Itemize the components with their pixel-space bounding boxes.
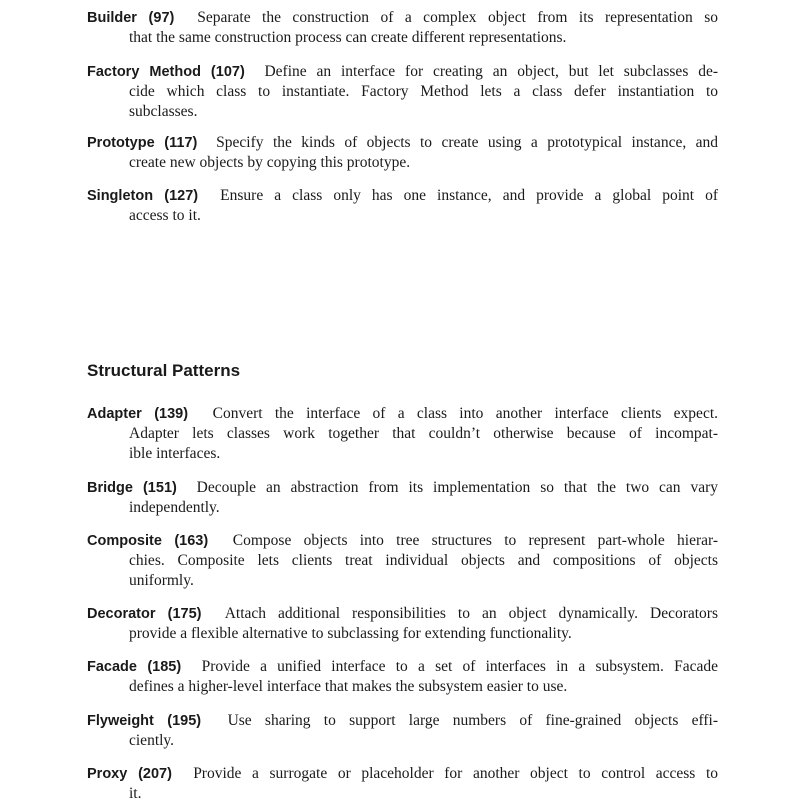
pattern-description-line: Ensure a class only has one instance, and provide a global point of (220, 187, 719, 204)
pattern-description-line: Attach additional responsibilities to an object dynamically. Decorators (224, 605, 718, 622)
pattern-description-line: create new objects by copying this prototype. (129, 154, 411, 171)
pattern-name: Composite (163) (87, 533, 209, 549)
pattern-description-line: subclasses. (129, 103, 198, 120)
pattern-name: Flyweight (195) (87, 713, 202, 729)
pattern-name: Adapter (139) (87, 406, 189, 422)
pattern-description-line: ciently. (129, 732, 175, 749)
pattern-description-line: Provide a unified interface to a set of interfaces in a subsystem. Facade (201, 658, 719, 675)
pattern-description-line: access to it. (129, 207, 201, 224)
pattern-entry-flyweight (87, 711, 718, 751)
pattern-name: Prototype (117) (87, 135, 198, 151)
pattern-entry-bridge (87, 478, 718, 518)
pattern-description-line: that the same construction process can create different representations. (129, 29, 567, 46)
pattern-name: Builder (97) (87, 10, 175, 26)
pattern-entry-factory-method (87, 62, 718, 122)
pattern-entry-proxy (87, 764, 718, 804)
pattern-name: Bridge (151) (87, 480, 177, 496)
pattern-description-line: Separate the construction of a complex object from its representation so (197, 9, 719, 26)
pattern-description-line: Adapter lets classes work together that couldn’t otherwise because of incompat- (129, 425, 718, 442)
pattern-entry-adapter (87, 404, 718, 464)
pattern-description-line: provide a flexible alternative to subclassing for extending functionality. (129, 625, 572, 642)
pattern-name: Facade (185) (87, 659, 182, 675)
pattern-description-line: uniformly. (129, 572, 194, 589)
pattern-name: Proxy (207) (87, 766, 172, 782)
pattern-name: Factory Method (107) (87, 64, 245, 80)
section-heading: Structural Patterns (87, 361, 241, 380)
pattern-description-line: Use sharing to support large numbers of fine-grained objects effi- (227, 712, 718, 729)
pattern-description-line: Compose objects into tree structures to represent part-whole hierar- (232, 532, 719, 549)
pattern-entry-facade (87, 657, 718, 697)
pattern-description-line: Provide a surrogate or placeholder for another object to control access to (193, 765, 719, 782)
pattern-name: Decorator (175) (87, 606, 202, 622)
pattern-description-line: it. (129, 785, 142, 802)
pattern-description-line: Specify the kinds of objects to create using a prototypical instance, and (216, 134, 719, 151)
pattern-entry-singleton (87, 186, 718, 226)
pattern-entry-builder (87, 8, 718, 48)
pattern-description-line: defines a higher-level interface that makes the subsystem easier to use. (129, 678, 568, 695)
pattern-entry-decorator (87, 604, 718, 644)
pattern-name: Singleton (127) (87, 188, 199, 204)
pattern-entry-prototype (87, 133, 718, 173)
pattern-description-line: ible interfaces. (129, 445, 221, 462)
pattern-entry-composite (87, 531, 718, 591)
pattern-description-line: independently. (129, 499, 220, 516)
pattern-description-line: Decouple an abstraction from its implementation so that the two can vary (196, 479, 719, 496)
pattern-description-line: cide which class to instantiate. Factory Method lets a class defer instantiation to (129, 83, 718, 100)
pattern-description-line: chies. Composite lets clients treat individual objects and compositions of objects (129, 552, 718, 569)
pattern-description-line: Convert the interface of a class into another interface clients expect. (212, 405, 719, 422)
pattern-description-line: Define an interface for creating an object, but let subclasses de- (264, 63, 718, 80)
